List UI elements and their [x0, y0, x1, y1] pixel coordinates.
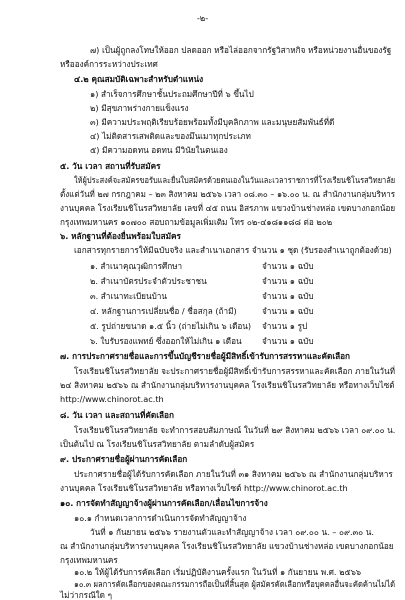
s42-item-2: ๒) มีสุขภาพร่างกายแข็งแรง [90, 103, 189, 113]
s7-line-2: ๒๔ สิงหาคม ๒๕๖๖ ณ สำนักงานกลุ่มบริหารงานบุคคล โรงเรียนชิโนรสวิทยาลัย หรือทางเว็บไซต์ [60, 380, 395, 390]
q7-line2: หรือองค์การระหว่างประเทศ [60, 59, 158, 69]
s42-item-4: ๔) ไม่ติดสารเสพติดและของมึนเมาทุกประเภท [90, 131, 251, 141]
s10-line-4: กรุงเทพมหานคร [60, 555, 118, 565]
s6-item-qty: จำนวน ๑ รูป [262, 321, 308, 331]
s5-line-4: กรุงเทพมหานคร ๑๐๗๐๐ สอบถามข้อมูลเพิ่มเติม โทร ๐๒-๔๑๘๑๑๘๘ ต่อ ๒๐๒ [60, 217, 333, 227]
s42-item-5: ๕) มีความอดทน อดทน มีวินัยในตนเอง [90, 145, 228, 155]
s42-item-1: ๑) สำเร็จการศึกษาชั้นประถมศึกษาปีที่ ๖ ขึ้นไป [90, 89, 254, 99]
s6-item-label: ๕. รูปถ่ายขนาด ๑.๕ นิ้ว (ถ่ายไม่เกิน ๖ เดือน) [90, 321, 252, 331]
s10-line-2: วันที่ ๑ กันยายน ๒๕๖๖ รายงานตัวและทำสัญญาจ้าง เวลา ๐๙.๐๐ น. – ๐๙.๓๐ น. [90, 527, 374, 537]
q7-line1: ๗) เป็นผู้ถูกลงโทษให้ออก ปลดออก หรือไล่ออกจากรัฐวิสาหกิจ หรือหน่วยงานอื่นของรัฐ [90, 45, 392, 55]
s6-item-qty: จำนวน ๑ ฉบับ [262, 306, 314, 316]
s10-line-3: ณ สำนักงานกลุ่มบริหารงานบุคคล โรงเรียนชิโนรสวิทยาลัย แขวงบ้านช่างหล่อ เขตบางกอกน้อย [60, 541, 394, 551]
s6-intro: เอกสารทุกรายการให้มีฉบับจริง และสำเนาเอกสาร จำนวน ๑ ชุด (รับรองสำเนาถูกต้องด้วย) [74, 245, 392, 255]
s8-line-1: โรงเรียนชิโนรสวิทยาลัย จะทำการสอบสัมภาษณ์ ในวันที่ ๒๙ สิงหาคม ๒๕๖๖ เวลา ๐๙.๐๐ น. [74, 425, 396, 435]
page-number: -๒- [196, 13, 209, 23]
s10-line-5: ๑๐.๒ ให้ผู้ได้รับการคัดเลือก เริ่มปฏิบัติงานครั้งแรก ในวันที่ ๑ กันยายน พ.ศ. ๒๕๖๖ [74, 567, 362, 577]
s5-line-3: งานบุคคล โรงเรียนชิโนรสวิทยาลัย เลขที่ ๔๕ ถนน อิสรภาพ แขวงบ้านช่างหล่อ เขตบางกอกน้อย [60, 203, 396, 213]
s10-line-6: ๑๐.๓ ผลการคัดเลือกของคณะกรรมการถือเป็นที่สิ้นสุด ผู้สมัครคัดเลือกหรือบุคคลอื่นจะคัดค้านไม่ได้ [74, 579, 396, 589]
s10-line-1: ๑๐.๑ กำหนดเวลาการดำเนินการจัดทำสัญญาจ้าง [74, 513, 247, 523]
section-9-heading: ๙. ประกาศรายชื่อผู้ผ่านการคัดเลือก [60, 454, 188, 464]
s6-item-qty: จำนวน ๑ ฉบับ [262, 276, 314, 286]
s6-item-qty: จำนวน ๑ ฉบับ [262, 336, 314, 346]
s7-website-link[interactable]: http://www.chinorot.ac.th [60, 394, 164, 404]
s5-line-1: ให้ผู้ประสงค์จะสมัครขอรับและยื่นใบสมัครด้วยตนเองในวันและเวลาราชการที่โรงเรียนชิโนรสวิทยาลัย [74, 175, 396, 185]
s10-line-7: ไม่ว่ากรณีใด ๆ [60, 590, 112, 600]
s9-line-2: งานบุคคล โรงเรียนชิโนรสวิทยาลัย หรือทางเว็บไซต์ http://www.chinorot.ac.th [60, 483, 348, 493]
s42-item-3: ๓) มีความประพฤติเรียบร้อยพร้อมทั้งมีบุคลิกภาพ และมนุษยสัมพันธ์ที่ดี [90, 117, 335, 127]
s5-line-2: ตั้งแต่วันที่ ๒๗ กรกฎาคม – ๒๓ สิงหาคม ๒๕๖๖ เวลา ๐๘.๓๐ – ๑๖.๐๐ น. ณ สำนักงานกลุ่มบริหาร [60, 189, 396, 199]
s6-item-label: ๑. สำเนาคุณวุฒิการศึกษา [90, 261, 183, 271]
s7-line-1: โรงเรียนชิโนรสวิทยาลัย จะประกาศรายชื่อผู้มีสิทธิ์เข้ารับการสรรหาและคัดเลือก ภายในวันที่ [74, 366, 396, 376]
s6-item-label: ๓. สำเนาทะเบียนบ้าน [90, 291, 167, 301]
s6-item-label: ๔. หลักฐานการเปลี่ยนชื่อ / ชื่อสกุล (ถ้ามี) [90, 306, 237, 316]
section-7-heading: ๗. การประกาศรายชื่อและการขึ้นบัญชีรายชื่อผู้มีสิทธิ์เข้ารับการสรรหาและคัดเลือก [60, 351, 351, 361]
s6-item-label: ๖. ใบรับรองแพทย์ ซึ่งออกให้ไม่เกิน ๑ เดือน [90, 336, 242, 346]
s8-line-2: เป็นต้นไป ณ โรงเรียนชิโนรสวิทยาลัย ตามลำดับผู้สมัคร [60, 439, 255, 449]
s9-line-1: ประกาศรายชื่อผู้ได้รับการคัดเลือก ภายในวันที่ ๓๑ สิงหาคม ๒๕๖๖ ณ สำนักงานกลุ่มบริหาร [74, 469, 393, 479]
section-6-heading: ๖. หลักฐานที่ต้องยื่นพร้อมใบสมัคร [60, 231, 181, 241]
section-5-heading: ๕. วัน เวลา สถานที่รับสมัคร [60, 161, 161, 171]
s6-item-qty: จำนวน ๑ ฉบับ [262, 291, 314, 301]
section-8-heading: ๘. วัน เวลา และสถานที่คัดเลือก [60, 410, 174, 420]
s6-item-qty: จำนวน ๑ ฉบับ [262, 261, 314, 271]
s6-item-label: ๒. สำเนาบัตรประจำตัวประชาชน [90, 276, 207, 286]
section-10-heading: ๑๐. การจัดทำสัญญาจ้างผู้ผ่านการคัดเลือก/เลื่อนไขการจ้าง [60, 498, 268, 508]
section-4-2-heading: ๔.๒ คุณสมบัติเฉพาะสำหรับตำแหน่ง [74, 74, 204, 84]
